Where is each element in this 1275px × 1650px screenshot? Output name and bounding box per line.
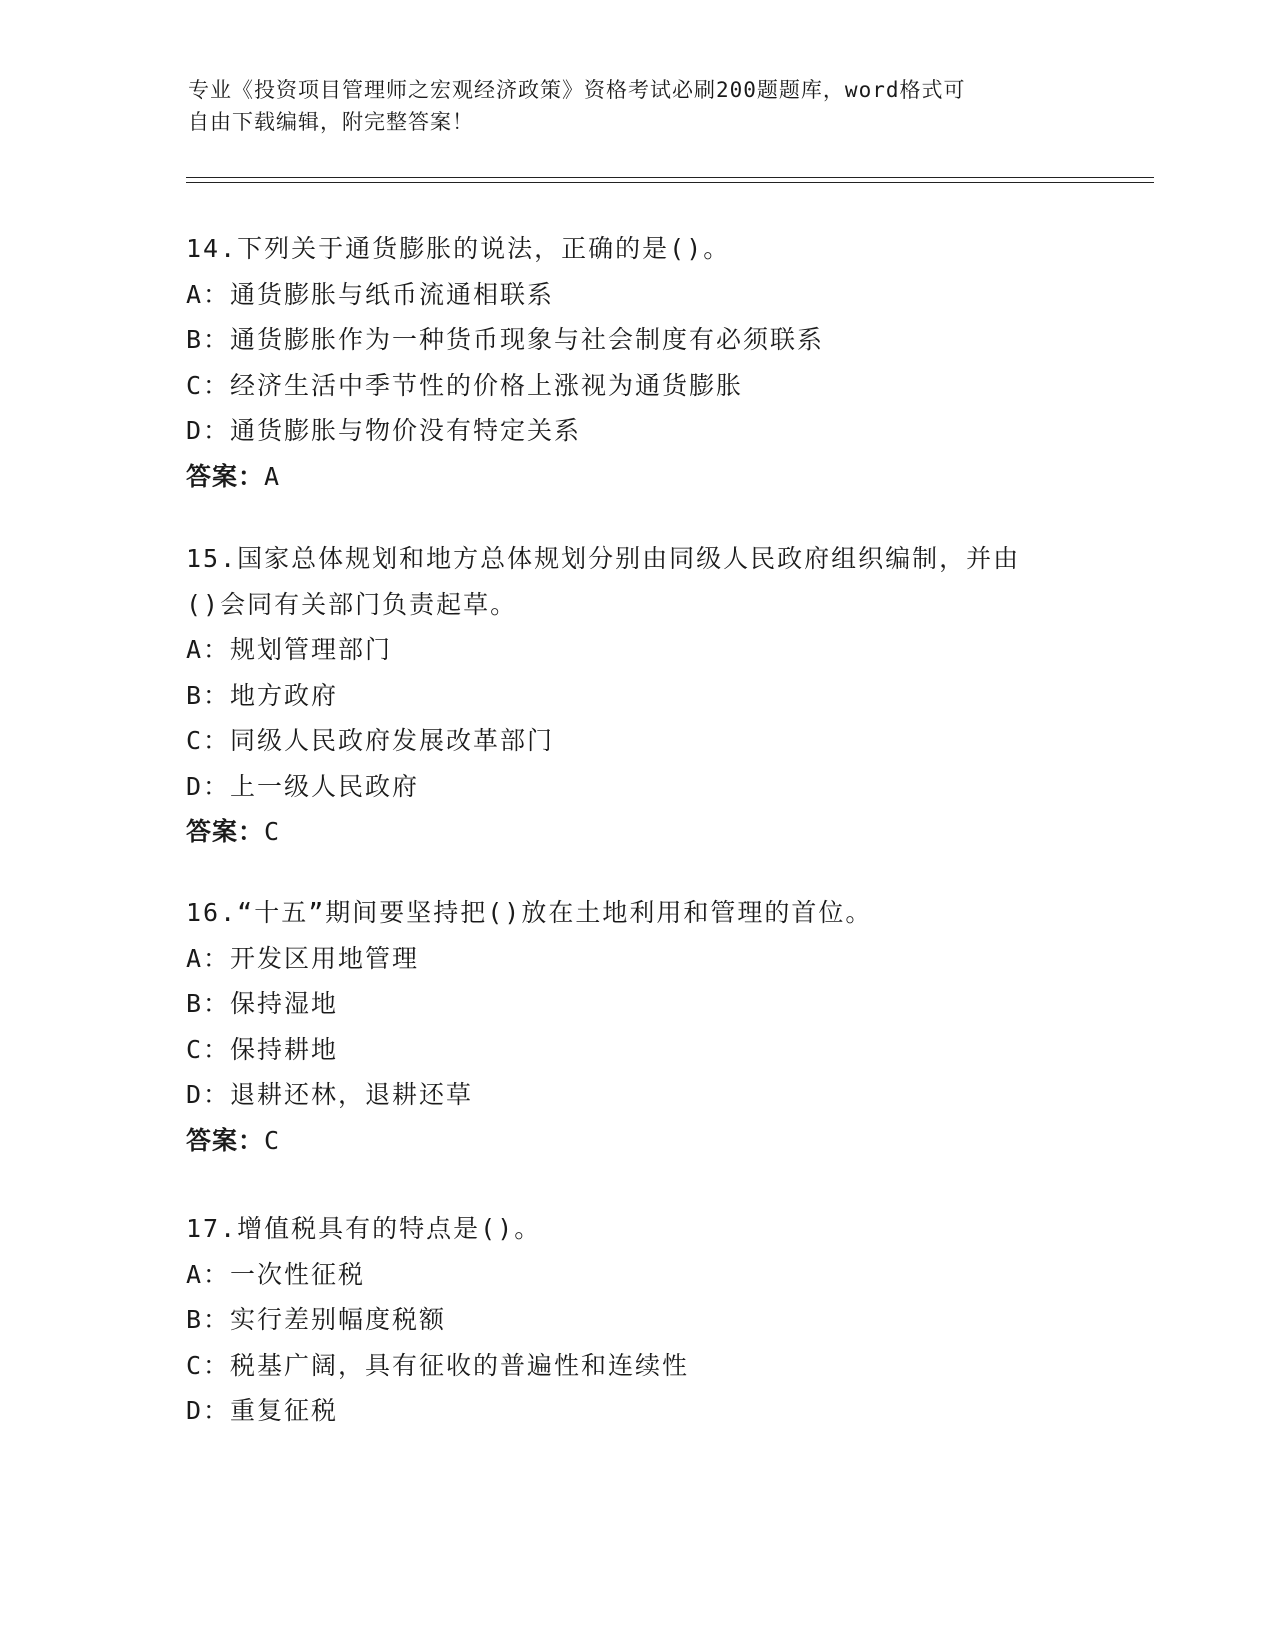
header-divider-bottom: [186, 182, 1154, 183]
answer-label: 答案：: [186, 1125, 265, 1155]
header-line-1: 专业《投资项目管理师之宏观经济政策》资格考试必刷200题题库，word格式可: [188, 78, 966, 102]
option-a: A：一次性征税: [186, 1259, 366, 1289]
option-d: D：退耕还林，退耕还草: [186, 1080, 474, 1109]
answer-line: [186, 454, 1086, 500]
question-stem-line-1: 15.国家总体规划和地方总体规划分别由同级人民政府组织编制，并由: [186, 544, 1021, 573]
question-17: [186, 1206, 1086, 1434]
answer-value: A: [264, 461, 281, 491]
option-c: C：保持耕地: [186, 1034, 339, 1064]
option-d: D：通货膨胀与物价没有特定关系: [186, 416, 582, 445]
question-stem: 16.“十五”期间要坚持把()放在土地利用和管理的首位。: [186, 898, 873, 927]
question-stem: 14.下列关于通货膨胀的说法，正确的是()。: [186, 234, 731, 263]
header-divider-top: [186, 177, 1154, 178]
option-b: B：通货膨胀作为一种货币现象与社会制度有必须联系: [186, 325, 825, 354]
question-stem: 17.增值税具有的特点是()。: [186, 1214, 542, 1243]
option-a: A：规划管理部门: [186, 635, 393, 664]
question-16: [186, 890, 1086, 1163]
question-stem-line-2: ()会同有关部门负责起草。: [186, 589, 518, 619]
answer-value: C: [264, 817, 281, 846]
option-b: B：实行差别幅度税额: [186, 1305, 447, 1334]
option-c: C：同级人民政府发展改革部门: [186, 726, 555, 755]
option-a: A：通货膨胀与纸币流通相联系: [186, 279, 555, 309]
question-14: [186, 226, 1086, 499]
answer-value: C: [264, 1125, 281, 1155]
answer-label: 答案：: [186, 461, 265, 491]
answer-line: [186, 809, 1086, 855]
document-header: [188, 74, 1088, 138]
option-b: B：保持湿地: [186, 989, 339, 1018]
header-line-2: 自由下载编辑，附完整答案！: [188, 110, 474, 134]
option-d: D：上一级人民政府: [186, 771, 420, 801]
option-c: C：税基广阔，具有征收的普遍性和连续性: [186, 1350, 690, 1380]
answer-line: [186, 1118, 1086, 1164]
question-15: [186, 536, 1086, 855]
option-c: C：经济生活中季节性的价格上涨视为通货膨胀: [186, 370, 744, 400]
answer-label: 答案：: [186, 817, 265, 846]
option-a: A：开发区用地管理: [186, 943, 420, 973]
option-d: D：重复征税: [186, 1396, 339, 1425]
option-b: B：地方政府: [186, 680, 339, 710]
